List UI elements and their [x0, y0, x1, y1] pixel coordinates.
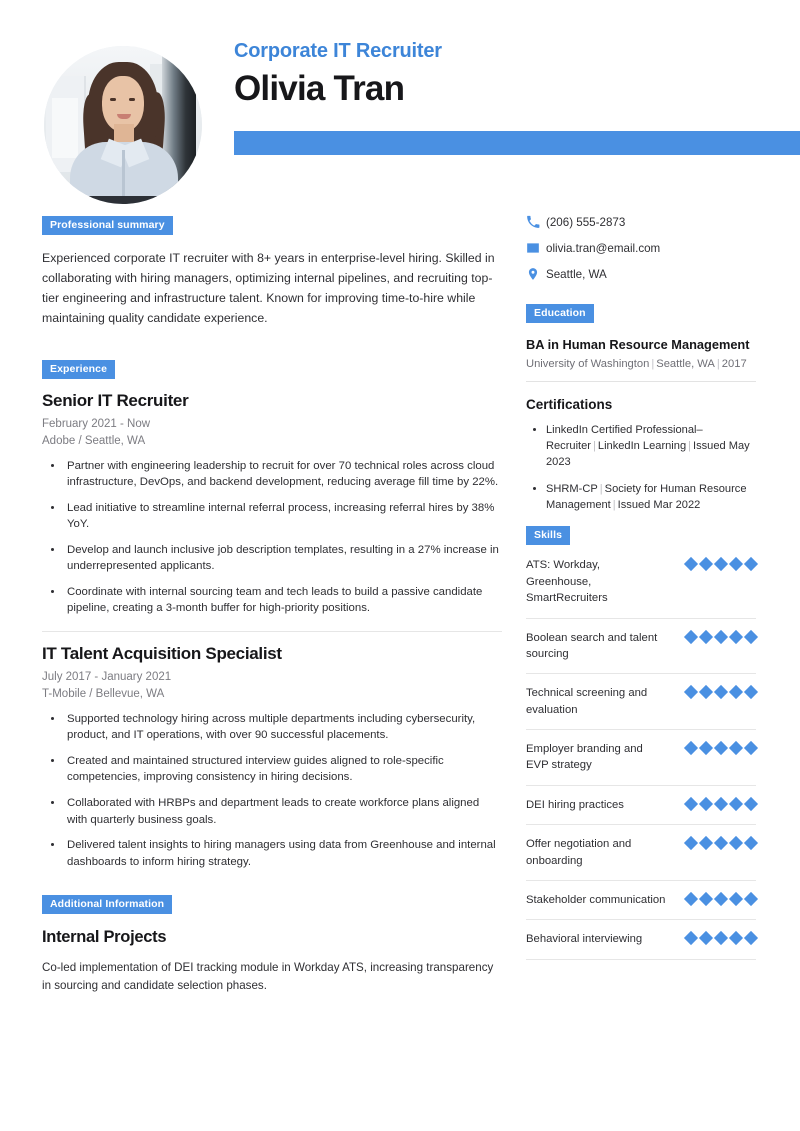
- skills-badge: Skills: [526, 526, 570, 545]
- rating-diamond-filled: [684, 797, 698, 811]
- skill-row: [526, 674, 756, 730]
- education-city: Seattle, WA: [656, 358, 715, 370]
- rating-diamond-filled: [729, 931, 743, 945]
- meta-separator: |: [612, 499, 616, 512]
- location-pin-icon: [526, 267, 546, 281]
- envelope-icon: [526, 241, 546, 255]
- certification-issuer: LinkedIn Learning: [597, 440, 687, 453]
- skill-name: DEI hiring practices: [526, 798, 624, 811]
- phone-icon: [526, 215, 546, 229]
- rating-diamond-filled: [744, 685, 758, 699]
- skill-row: [526, 619, 756, 675]
- rating-diamond-filled: [729, 836, 743, 850]
- skills-list: [526, 545, 756, 959]
- contact-phone[interactable]: [526, 215, 756, 229]
- skill-name: Employer branding and EVP strategy: [526, 743, 643, 772]
- meta-separator: |: [599, 483, 603, 496]
- rating-diamond-filled: [714, 741, 728, 755]
- profile-photo-image: [44, 46, 202, 204]
- skill-rating: [686, 685, 756, 697]
- rating-diamond-filled: [714, 797, 728, 811]
- rating-diamond-filled: [699, 931, 713, 945]
- rating-diamond-filled: [699, 892, 713, 906]
- experience-bullet: • Delivered talent insights to hiring managers using data from Greenhouse and internal dashboards to inform hiring strategy.: [64, 837, 502, 870]
- left-column: [42, 215, 502, 994]
- section-additional-information: [42, 894, 502, 994]
- rating-diamond-filled: [684, 892, 698, 906]
- rating-diamond-filled: [744, 629, 758, 643]
- experience-bullets: [42, 711, 502, 870]
- rating-diamond-filled: [744, 741, 758, 755]
- rating-diamond-filled: [714, 557, 728, 571]
- skill-rating: [686, 741, 756, 753]
- skill-rating: [686, 931, 756, 943]
- rating-diamond-filled: [699, 836, 713, 850]
- meta-separator: |: [716, 358, 720, 370]
- rating-diamond-filled: [729, 557, 743, 571]
- skill-name: Technical screening and evaluation: [526, 687, 648, 716]
- experience-dates: July 2017 - January 2021: [42, 670, 172, 683]
- skill-name: Behavioral interviewing: [526, 933, 643, 946]
- skill-row: [526, 786, 756, 825]
- skill-name: Stakeholder communication: [526, 893, 666, 906]
- skill-rating: [686, 797, 756, 809]
- summary-badge: Professional summary: [42, 216, 173, 235]
- contact-email[interactable]: [526, 241, 756, 255]
- candidate-name: Olivia Tran: [234, 69, 405, 108]
- certifications-list: [526, 422, 756, 513]
- rating-diamond-filled: [729, 685, 743, 699]
- skill-rating: [686, 557, 756, 569]
- certification-issuer: Society for Human Resource Management: [546, 483, 747, 512]
- rating-diamond-filled: [729, 892, 743, 906]
- experience-title: Senior IT Recruiter: [42, 390, 189, 410]
- experience-bullet: • Lead initiative to streamline internal referral process, increasing referral hires by 38% YoY.: [64, 500, 502, 533]
- experience-bullet: • Develop and launch inclusive job description templates, resulting in a 27% increase in underrepresented applicants.: [64, 542, 502, 575]
- rating-diamond-filled: [684, 629, 698, 643]
- skill-rating: [686, 892, 756, 904]
- resume-header: [0, 0, 800, 215]
- skill-rating: [686, 836, 756, 848]
- experience-entry: [42, 644, 502, 870]
- section-professional-summary: [42, 215, 502, 329]
- header-accent-bar: [234, 131, 800, 155]
- experience-badge: Experience: [42, 360, 115, 379]
- rating-diamond-filled: [699, 797, 713, 811]
- summary-text: Experienced corporate IT recruiter with 8+ years in enterprise-level hiring. Skilled in collaborating with hiring managers, optimizing internal pipelines, and recruiting top-tier engineering and infrastructure talent. Known for improving time-to-hire while maintaining quality candidate experience.: [42, 251, 495, 325]
- experience-company: Adobe / Seattle, WA: [42, 434, 146, 447]
- rating-diamond-filled: [714, 685, 728, 699]
- experience-bullet: • Partner with engineering leadership to recruit for over 70 technical roles across cloud infrastructure, DevOps, and backend development, reducing average fill time by 22%.: [64, 458, 502, 491]
- rating-diamond-filled: [744, 797, 758, 811]
- rating-diamond-filled: [699, 741, 713, 755]
- contact-location[interactable]: [526, 267, 756, 281]
- skill-rating: [686, 630, 756, 642]
- certification-name: LinkedIn Certified Professional–Recruiter: [546, 424, 703, 453]
- skill-name: Boolean search and talent sourcing: [526, 631, 658, 660]
- rating-diamond-filled: [714, 892, 728, 906]
- rating-diamond-filled: [684, 931, 698, 945]
- rating-diamond-filled: [714, 629, 728, 643]
- education-year: 2017: [721, 358, 747, 370]
- skill-row: [526, 920, 756, 959]
- certification-issued: Issued May 2023: [546, 440, 750, 469]
- name-block: [234, 40, 442, 108]
- additional-badge: Additional Information: [42, 895, 172, 914]
- rating-diamond-filled: [744, 931, 758, 945]
- rating-diamond-filled: [699, 629, 713, 643]
- rating-diamond-filled: [684, 741, 698, 755]
- experience-bullet: • Created and maintained structured interview guides aligned to role-specific competencies, improving consistency in hiring decisions.: [64, 753, 502, 786]
- experience-bullet: • Coordinate with internal sourcing team and tech leads to build a passive candidate pipeline, creating a 3-month buffer for high-priority positions.: [64, 584, 502, 617]
- education-divider: [526, 381, 756, 382]
- meta-separator: |: [651, 358, 655, 370]
- experience-bullet: • Supported technology hiring across multiple departments including cybersecurity, product, and IT operations, with over 90 successful placements.: [64, 711, 502, 744]
- education-badge: Education: [526, 304, 594, 323]
- right-column: [526, 215, 756, 960]
- rating-diamond-filled: [714, 931, 728, 945]
- experience-bullet: • Collaborated with HRBPs and department leads to create workforce plans aligned with quarterly business goals.: [64, 795, 502, 828]
- rating-diamond-filled: [699, 685, 713, 699]
- skill-row: [526, 730, 756, 786]
- location-text: Seattle, WA: [546, 267, 607, 281]
- rating-diamond-filled: [729, 797, 743, 811]
- contact-list: [526, 215, 756, 281]
- rating-diamond-filled: [744, 836, 758, 850]
- rating-diamond-filled: [684, 557, 698, 571]
- job-title: Corporate IT Recruiter: [234, 40, 442, 62]
- skill-row: [526, 825, 756, 881]
- experience-company: T-Mobile / Bellevue, WA: [42, 687, 165, 700]
- section-certifications: [526, 397, 756, 513]
- rating-diamond-filled: [714, 836, 728, 850]
- experience-dates: February 2021 - Now: [42, 417, 151, 430]
- rating-diamond-filled: [699, 557, 713, 571]
- rating-diamond-filled: [729, 741, 743, 755]
- meta-separator: |: [688, 440, 691, 453]
- experience-divider: [42, 631, 502, 632]
- education-school: University of Washington: [526, 358, 650, 370]
- rating-diamond-filled: [729, 629, 743, 643]
- certification-item: [546, 422, 756, 470]
- skill-name: ATS: Workday, Greenhouse, SmartRecruiters: [526, 559, 608, 605]
- additional-text: Co-led implementation of DEI tracking module in Workday ATS, increasing transparency in sourcing and candidate selection phases.: [42, 961, 494, 992]
- certifications-heading: Certifications: [526, 397, 613, 412]
- certification-name: SHRM-CP: [546, 483, 598, 496]
- rating-diamond-filled: [684, 685, 698, 699]
- rating-diamond-filled: [744, 557, 758, 571]
- meta-separator: |: [593, 440, 596, 453]
- section-experience: [42, 359, 502, 871]
- experience-entry: [42, 391, 502, 617]
- experience-bullets: [42, 458, 502, 617]
- additional-title: Internal Projects: [42, 928, 167, 947]
- rating-diamond-filled: [744, 892, 758, 906]
- skill-row: [526, 881, 756, 920]
- education-degree: BA in Human Resource Management: [526, 337, 750, 352]
- certification-issued: Issued Mar 2022: [617, 499, 701, 512]
- section-skills: [526, 525, 756, 959]
- email-text: olivia.tran@email.com: [546, 241, 661, 255]
- certification-item: [546, 481, 756, 513]
- rating-diamond-filled: [684, 836, 698, 850]
- phone-text: (206) 555-2873: [546, 215, 626, 229]
- education-meta: [526, 358, 756, 370]
- skill-row: [526, 545, 756, 618]
- section-education: [526, 303, 756, 382]
- experience-title: IT Talent Acquisition Specialist: [42, 643, 282, 663]
- profile-photo: [44, 46, 202, 204]
- skill-name: Offer negotiation and onboarding: [526, 838, 632, 867]
